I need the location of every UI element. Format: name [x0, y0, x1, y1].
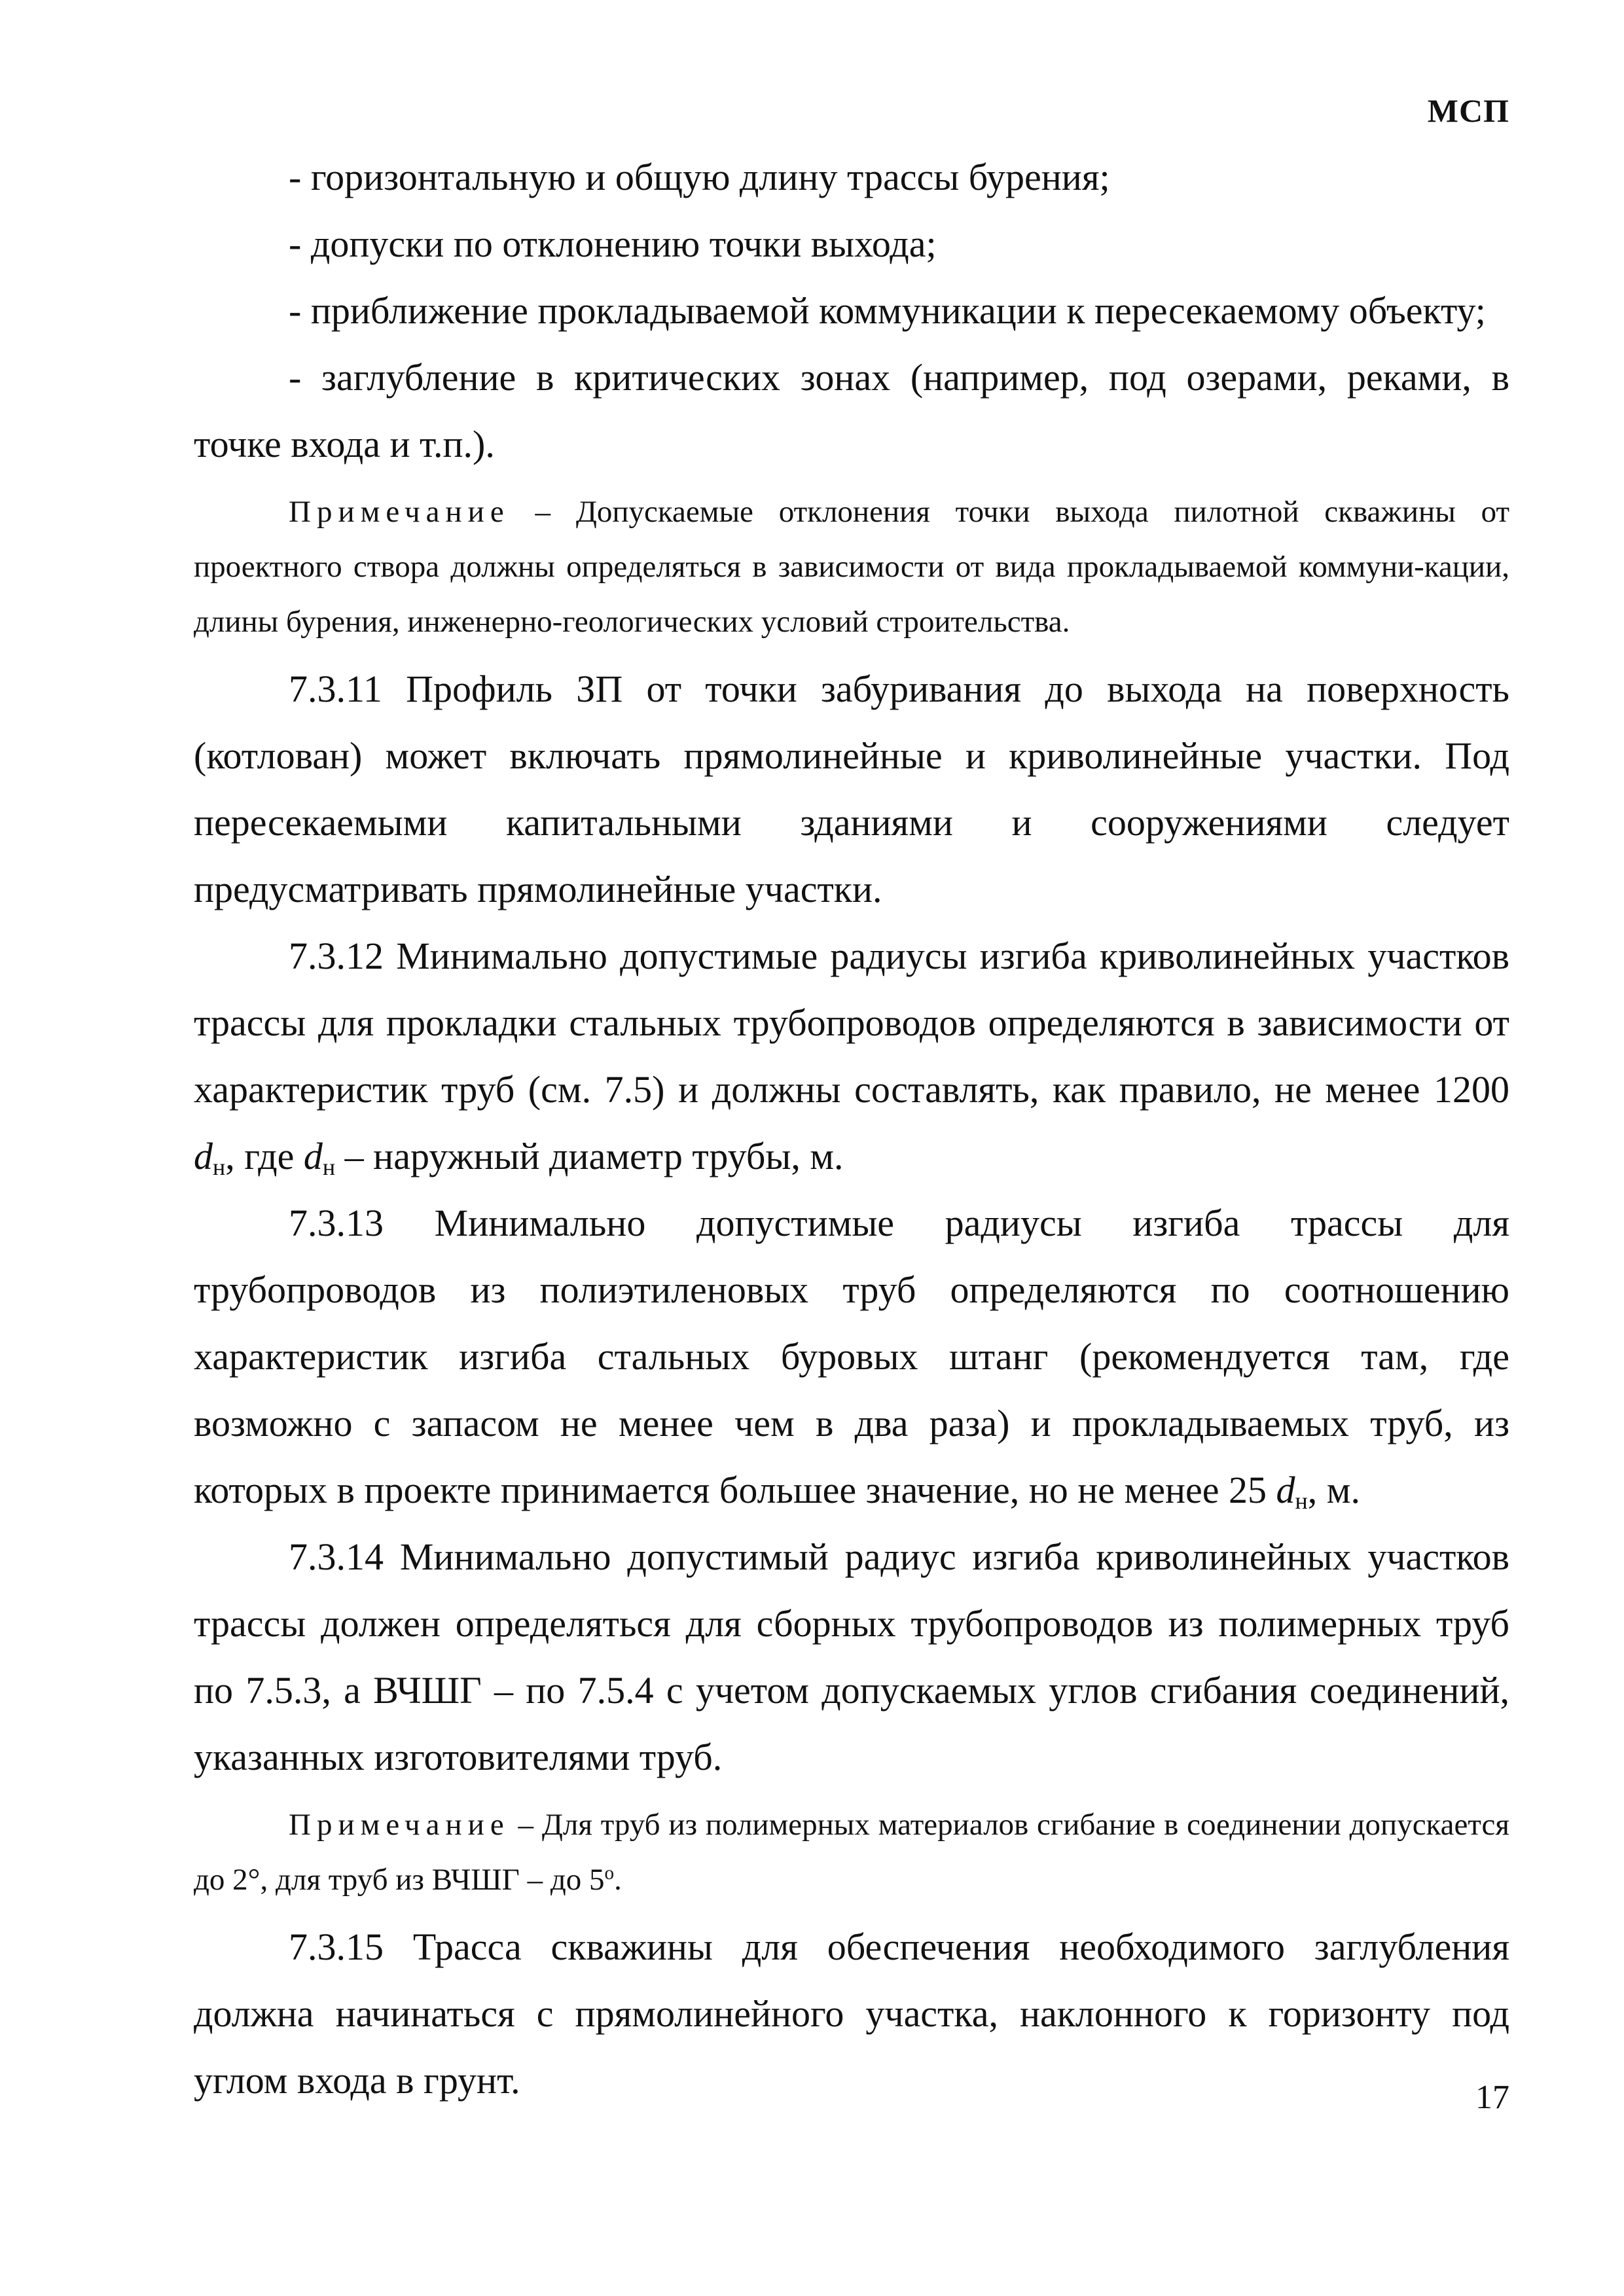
note-text: . [614, 1863, 622, 1897]
clause-7-3-13 [194, 1190, 1509, 1524]
diameter-symbol: d [1276, 1469, 1295, 1511]
clause-text: Минимально допустимый радиус изгиба криволинейных участков трассы должен определяться для сборных трубопроводов из полимерных труб по 7.5.3, а ВЧШГ – по 7.5.4 с учетом допускаемых углов сгибания соединений, указанных изготовителями труб. [194, 1535, 1509, 1778]
list-item: - горизонтальную и общую длину трассы бурения; [289, 156, 1110, 198]
diameter-symbol: d [303, 1135, 323, 1177]
note-paragraph [194, 484, 1509, 649]
note-text: – Для труб из полимерных материалов сгибание в соединении допускается до 2°, для труб из ВЧШГ – до 5 [194, 1808, 1509, 1897]
note-label: Примечание [289, 495, 510, 529]
diameter-subscript: н [213, 1153, 226, 1180]
diameter-symbol: d [194, 1135, 213, 1177]
document-code-header: МСП [1427, 92, 1509, 129]
clause-number: 7.3.11 [289, 668, 382, 710]
page-content [194, 144, 1509, 2114]
clause-7-3-15 [194, 1914, 1509, 2114]
clause-7-3-11 [194, 656, 1509, 923]
clause-text: Профиль ЗП от точки забуривания до выхода на поверхность (котлован) может включать прямолинейные и криволинейные участки. Под пересекаемыми капитальными зданиями и сооружениями следует предусматривать прямолинейные участки. [194, 668, 1509, 910]
diameter-subscript: н [322, 1153, 336, 1180]
clause-number: 7.3.15 [289, 1926, 384, 1968]
note-label: Примечание [289, 1808, 510, 1842]
clause-text: , м. [1307, 1469, 1360, 1511]
clause-text: Минимально допустимые радиусы изгиба криволинейных участков трассы для прокладки стальных трубопроводов определяются в зависимости от характеристик труб (см. 7.5) и должны составлять, как правило, не менее 1200 [194, 935, 1509, 1111]
list-item: - допуски по отклонению точки выхода; [289, 223, 937, 265]
note-text: – Допускаемые отклонения точки выхода пилотной скважины от проектного створа должны определяться в зависимости от вида прокладываемой коммуни-кации, длины бурения, инженерно-геологических условий строительства. [194, 495, 1509, 639]
page-number: 17 [1475, 2079, 1509, 2116]
clause-7-3-14 [194, 1524, 1509, 1791]
diameter-subscript: н [1295, 1487, 1308, 1514]
clause-text: Минимально допустимые радиусы изгиба трассы для трубопроводов из полиэтиленовых труб определяются по соотношению характеристик изгиба стальных буровых штанг (рекомендуется там, где возможно с запасом не менее чем в два раза) и прокладываемых труб, из которых в проекте принимается большее значение, но не менее 25 [194, 1202, 1509, 1511]
clause-text: Трасса скважины для обеспечения необходимого заглубления должна начинаться с прямолинейного участка, наклонного к горизонту под углом входа в грунт. [194, 1926, 1509, 2102]
degree-superscript: о [604, 1862, 615, 1884]
list-item: - приближение прокладываемой коммуникации к пересекаемому объекту; [289, 289, 1486, 332]
list-item: - заглубление в критических зонах (например, под озерами, реками, в точке входа и т.п.). [194, 356, 1509, 465]
clause-number: 7.3.12 [289, 935, 384, 977]
clause-text: – наружный диаметр трубы, м. [335, 1135, 844, 1177]
clause-text: , где [225, 1135, 304, 1177]
clause-number: 7.3.14 [289, 1535, 384, 1578]
clause-7-3-12 [194, 923, 1509, 1190]
note-paragraph [194, 1797, 1509, 1907]
clause-number: 7.3.13 [289, 1202, 384, 1244]
